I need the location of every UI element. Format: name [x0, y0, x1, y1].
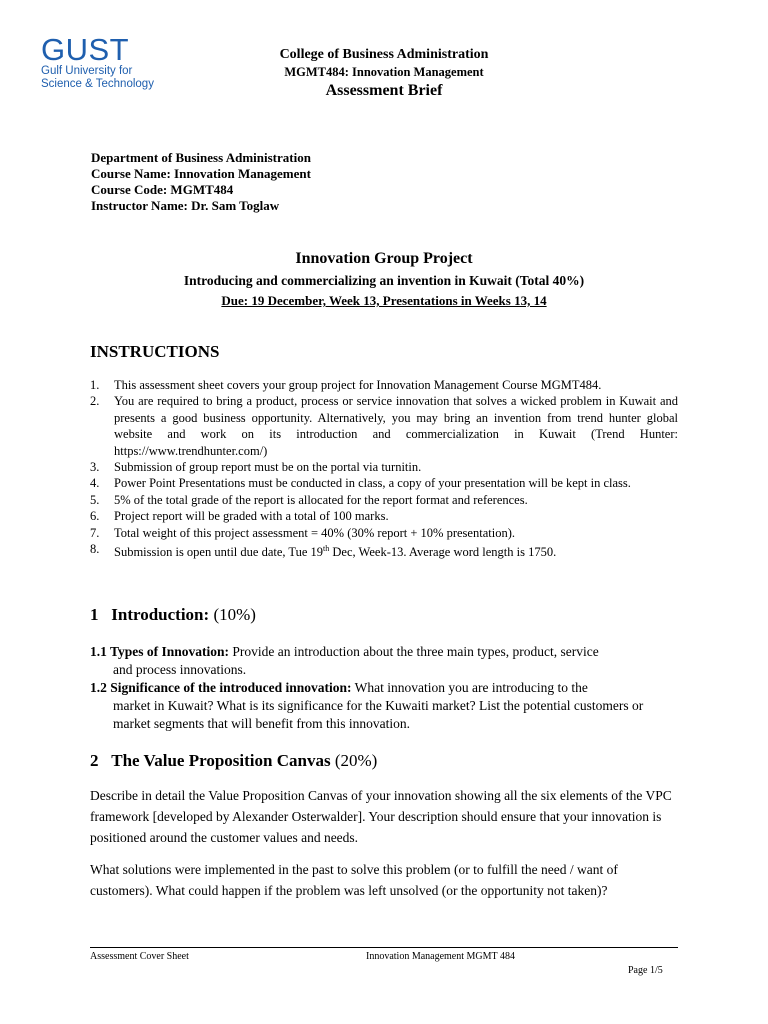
section-1-weight: (10%)	[213, 605, 256, 624]
list-item: 2. You are required to bring a product, process or service innovation that solves a wicked problem in Kuwait and presents a good business opportunity. Alternatively, you may bring an invention from trend hunter global website and work on its introduction and commercialization in Kuwait (Trend Hunter: https://www.trendhunter.com/)	[90, 394, 678, 458]
list-item: 8. Submission is open until due date, Tue 19th Dec, Week-13. Average word length is 1750.	[90, 542, 557, 560]
instructions-list	[90, 377, 678, 561]
section-2-weight: (20%)	[334, 751, 378, 770]
course-info-block	[91, 150, 311, 214]
course-header: MGMT484: Innovation Management	[284, 65, 484, 79]
logo-name: GUST	[41, 32, 130, 67]
section-2-heading: 2 The Value Proposition Canvas (20%)	[90, 751, 378, 770]
section-2-paragraph-1: Describe in detail the Value Proposition Canvas of your innovation showing all the six elements of the VPC framework [developed by Alexander Osterwalder]. Your description should ensure that your innovation is positioned around the customer values and needs.	[90, 788, 672, 845]
page-number: Page 1/5	[628, 965, 663, 976]
subsection-1-1: 1.1 Types of Innovation: Provide an introduction about the three main types, product, service and process innovations.	[90, 644, 599, 677]
subsection-1-2: 1.2 Significance of the introduced innovation: What innovation you are introducing to the market in Kuwait? What is its significance for the Kuwaiti market? List the potential customers or market segments that will benefit from this innovation.	[90, 680, 644, 731]
list-item: 4. Power Point Presentations must be conducted in class, a copy of your presentation will be kept in class.	[90, 476, 631, 491]
footer-divider	[90, 947, 678, 948]
university-logo	[41, 34, 154, 90]
section-2-title: The Value Proposition Canvas	[111, 751, 331, 770]
list-item: 6. Project report will be graded with a total of 100 marks.	[90, 509, 389, 524]
section-1-heading: 1 Introduction: (10%)	[90, 605, 256, 624]
footer-left: Assessment Cover Sheet	[90, 951, 189, 962]
project-due-date: Due: 19 December, Week 13, Presentations in Weeks 13, 14	[221, 293, 547, 308]
section-2-paragraph-2: What solutions were implemented in the past to solve this problem (or to fulfill the need / want of customers). What could happen if the problem was left unsolved (or the opportunity not taken)?	[90, 862, 618, 898]
course-code-line: Course Code: MGMT484	[91, 182, 234, 197]
list-item: 1. This assessment sheet covers your group project for Innovation Management Course MGMT484.	[90, 378, 602, 392]
list-item: 3. Submission of group report must be on the portal via turnitin.	[90, 460, 422, 475]
logo-line-2: Science & Technology	[41, 77, 154, 90]
logo-line-1: Gulf University for	[41, 65, 133, 77]
list-item: 5. 5% of the total grade of the report is allocated for the report format and references.	[90, 492, 528, 507]
project-subtitle: Introducing and commercializing an invention in Kuwait (Total 40%)	[183, 273, 585, 288]
department-line: Department of Business Administration	[91, 150, 311, 165]
footer-center: Innovation Management MGMT 484	[366, 951, 515, 962]
college-name: College of Business Administration	[279, 47, 489, 62]
course-name-line: Course Name: Innovation Management	[91, 166, 311, 181]
section-1-title: Introduction:	[111, 605, 210, 624]
instructor-line: Instructor Name: Dr. Sam Toglaw	[91, 198, 280, 213]
list-item: 7. Total weight of this project assessment = 40% (30% report + 10% presentation).	[90, 525, 515, 540]
instructions-heading: INSTRUCTIONS	[90, 342, 220, 361]
project-title: Innovation Group Project	[295, 250, 473, 267]
document-title: Assessment Brief	[325, 82, 443, 99]
